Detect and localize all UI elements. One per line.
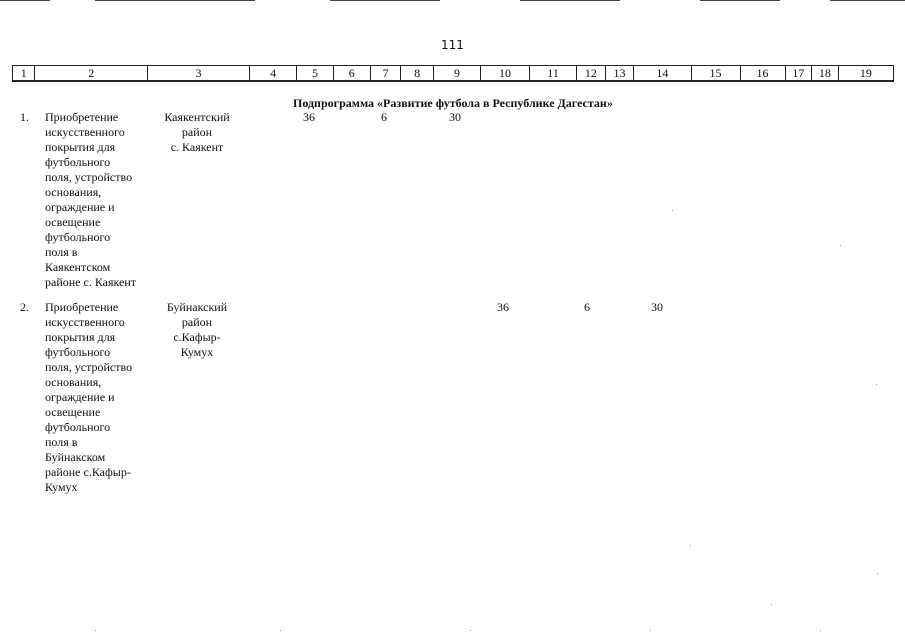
scan-speck — [672, 210, 673, 211]
row-2-name — [45, 300, 155, 495]
row-2-name-line: футбольного — [45, 420, 111, 434]
row-2-col10-value: 36 — [497, 300, 509, 314]
column-number-header — [12, 65, 894, 82]
column-number-cell: 9 — [434, 66, 481, 82]
column-number-cell: 3 — [147, 66, 249, 82]
row-2-col14-value: 30 — [651, 300, 663, 314]
column-number-cell: 7 — [370, 66, 401, 82]
row-1-name-line: основания, — [45, 185, 102, 199]
row-1-name-line: районе с. Каякент — [45, 275, 137, 289]
row-1-name-line: футбольного — [45, 230, 111, 244]
row-2-name-line: Приобретение — [45, 300, 119, 314]
column-number-cell: 15 — [691, 66, 740, 82]
column-number-cell: 2 — [35, 66, 147, 82]
column-number-cell: 17 — [785, 66, 812, 82]
row-1-name-line: Каякентском — [45, 260, 111, 274]
row-2-name-line: покрытия для — [45, 330, 116, 344]
subprogram-title: Подпрограмма «Развитие футбола в Республике Дагестан» — [293, 96, 613, 110]
row-1-name-line: футбольного — [45, 155, 111, 169]
row-1-name-line: Приобретение — [45, 110, 119, 124]
row-2-name-line: футбольного — [45, 345, 111, 359]
column-number-cell: 8 — [401, 66, 434, 82]
row-2-location — [152, 300, 242, 360]
row-2-name-line: Буйнакском — [45, 450, 106, 464]
scan-top-border — [0, 0, 905, 2]
column-number-cell: 14 — [634, 66, 691, 82]
row-2-name-line: районе с.Кафыр- — [45, 465, 131, 479]
column-number-cell: 1 — [13, 66, 35, 82]
column-number-cell: 11 — [530, 66, 577, 82]
row-1-col9-value: 30 — [449, 110, 461, 124]
row-2-name-line: ограждение и — [45, 390, 115, 404]
row-1-name — [45, 110, 155, 290]
scan-speck — [876, 384, 877, 385]
column-number-cell: 16 — [740, 66, 785, 82]
scan-speck — [470, 630, 471, 631]
row-1-location — [152, 110, 242, 155]
row-2-name-line: поля, устройство — [45, 360, 133, 374]
scan-speck — [690, 545, 691, 546]
scan-speck — [771, 604, 772, 605]
column-number-cell: 5 — [297, 66, 334, 82]
scan-speck — [95, 630, 96, 631]
row-2-name-line: поля в — [45, 435, 78, 449]
row-1-name-line: поля, устройство — [45, 170, 133, 184]
row-1-location-line: с. Каякент — [170, 140, 224, 154]
column-number-cell: 4 — [250, 66, 297, 82]
column-number-cell: 6 — [333, 66, 370, 82]
row-2-location-line: Кумух — [180, 345, 214, 359]
row-2-location-line: Буйнакский — [166, 300, 228, 314]
row-1-name-line: искусственного — [45, 125, 125, 139]
row-1-col7-value: 6 — [381, 110, 387, 124]
row-1-name-line: покрытия для — [45, 140, 116, 154]
column-number-cell: 13 — [605, 66, 634, 82]
scan-speck — [280, 630, 281, 631]
row-2-name-line: искусственного — [45, 315, 125, 329]
row-2-index: 2. — [20, 300, 29, 314]
scan-speck — [877, 573, 878, 574]
page-number: 111 — [441, 38, 464, 52]
row-2-location-line: район — [181, 315, 213, 329]
column-number-cell: 19 — [838, 66, 893, 82]
scan-speck — [820, 630, 821, 631]
row-1-name-line: ограждение и — [45, 200, 115, 214]
column-number-cell: 12 — [577, 66, 606, 82]
scan-speck — [650, 630, 651, 631]
row-1-location-line: Каякентский — [164, 110, 230, 124]
column-number-cell: 10 — [481, 66, 530, 82]
scan-speck — [840, 245, 841, 246]
row-2-name-line: основания, — [45, 375, 102, 389]
row-2-name-line: освещение — [45, 405, 101, 419]
row-1-name-line: поля в — [45, 245, 78, 259]
column-number-cell: 18 — [812, 66, 839, 82]
row-1-location-line: район — [181, 125, 213, 139]
row-1-index: 1. — [20, 110, 29, 124]
row-1-col5-value: 36 — [303, 110, 315, 124]
row-2-name-line: Кумух — [45, 480, 78, 494]
row-1-name-line: освещение — [45, 215, 101, 229]
row-2-location-line: с.Кафыр- — [173, 330, 221, 344]
row-2-col12-value: 6 — [584, 300, 590, 314]
